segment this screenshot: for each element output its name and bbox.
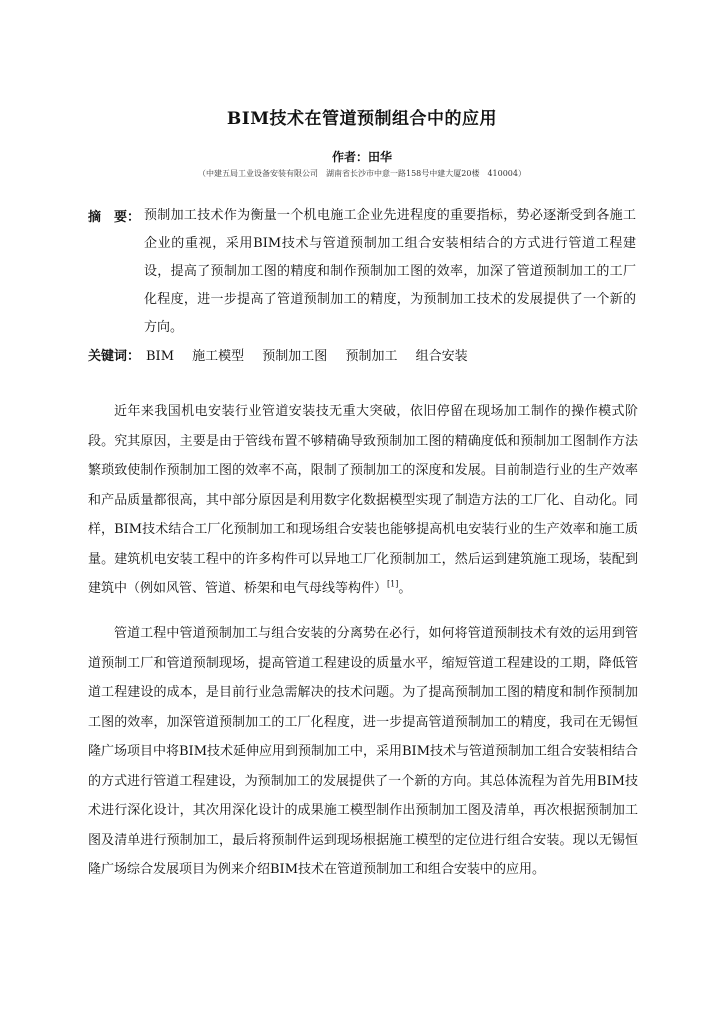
keyword-item: 组合安装 xyxy=(415,349,468,364)
paragraph-1-end: 。 xyxy=(398,581,412,596)
paper-title: BIM技术在管道预制组合中的应用 xyxy=(226,109,498,129)
abstract-label: 摘 要： xyxy=(88,210,141,225)
citation-ref: [1] xyxy=(387,579,399,589)
author-line: 作者：田华 xyxy=(331,150,392,164)
keyword-item: 预制加工 xyxy=(345,349,398,364)
keywords-label: 关键词： xyxy=(88,349,141,364)
keyword-item: 预制加工图 xyxy=(262,349,328,364)
paragraph-1-text: 近年来我国机电安装行业管道安装技无重大突破，依旧停留在现场加工制作的操作模式阶段。究其原因，主要是由于管线布置不够精确导致预制加工图的精确度低和预制加工图制作方法繁琐致使制作预制加工图的效率不高，限制了预制加工的深度和发展。目前制造行业的生产效率和产品质量都很高，其中部分原因是利用数字化数据模型实现了制造方法的工厂化、自动化。同样，BIM技术结合工厂化预制加工和现场组合安装也能够提高机电安装行业的生产效率和施工质量。建筑机电安装工程中的许多构件可以异地工厂化预制加工，然后运到建筑施工现场，装配到建筑中（例如风管、管道、桥架和电气母线等构件） xyxy=(88,404,638,596)
keyword-item: BIM xyxy=(146,349,174,364)
keyword-item: 施工模型 xyxy=(192,349,245,364)
keywords-list xyxy=(146,345,482,364)
body-paragraph-1 xyxy=(88,397,638,604)
abstract-text: 预制加工技术作为衡量一个机电施工企业先进程度的重要指标，势必逐渐受到各施工企业的重视，采用BIM技术与管道预制加工组合安装相结合的方式进行管道工程建设，提高了预制加工图的精度和制作预制加工图的效率，加深了管道预制加工的工厂化程度，进一步提高了管道预制加工的精度，为预制加工技术的发展提供了一个新的方向。 xyxy=(144,208,636,335)
affiliation-line: （中建五局工业设备安装有限公司 湖南省长沙市中意一路158号中建大厦20楼 410004） xyxy=(198,169,526,178)
body-paragraph-2: 管道工程中管道预制加工与组合安装的分离势在必行，如何将管道预制技术有效的运用到管道预制工厂和管道预制现场，提高管道工程建设的质量水平，缩短管道工程建设的工期，降低管道工程建设的成本，是目前行业急需解决的技术问题。为了提高预制加工图的精度和制作预制加工图的效率，加深管道预制加工的工厂化程度，进一步提高管道预制加工的精度，我司在无锡恒隆广场项目中将BIM技术延伸应用到预制加工中，采用BIM技术与管道预制加工组合安装相结合的方式进行管道工程建设，为预制加工的发展提供了一个新的方向。其总体流程为首先用BIM技术进行深化设计，其次用深化设计的成果施工模型制作出预制加工图及清单，再次根据预制加工图及清单进行预制加工，最后将预制件运到现场根据施工模型的定位进行组合安装。现以无锡恒隆广场综合发展项目为例来介绍BIM技术在管道预制加工和组合安装中的应用。 xyxy=(88,626,638,877)
